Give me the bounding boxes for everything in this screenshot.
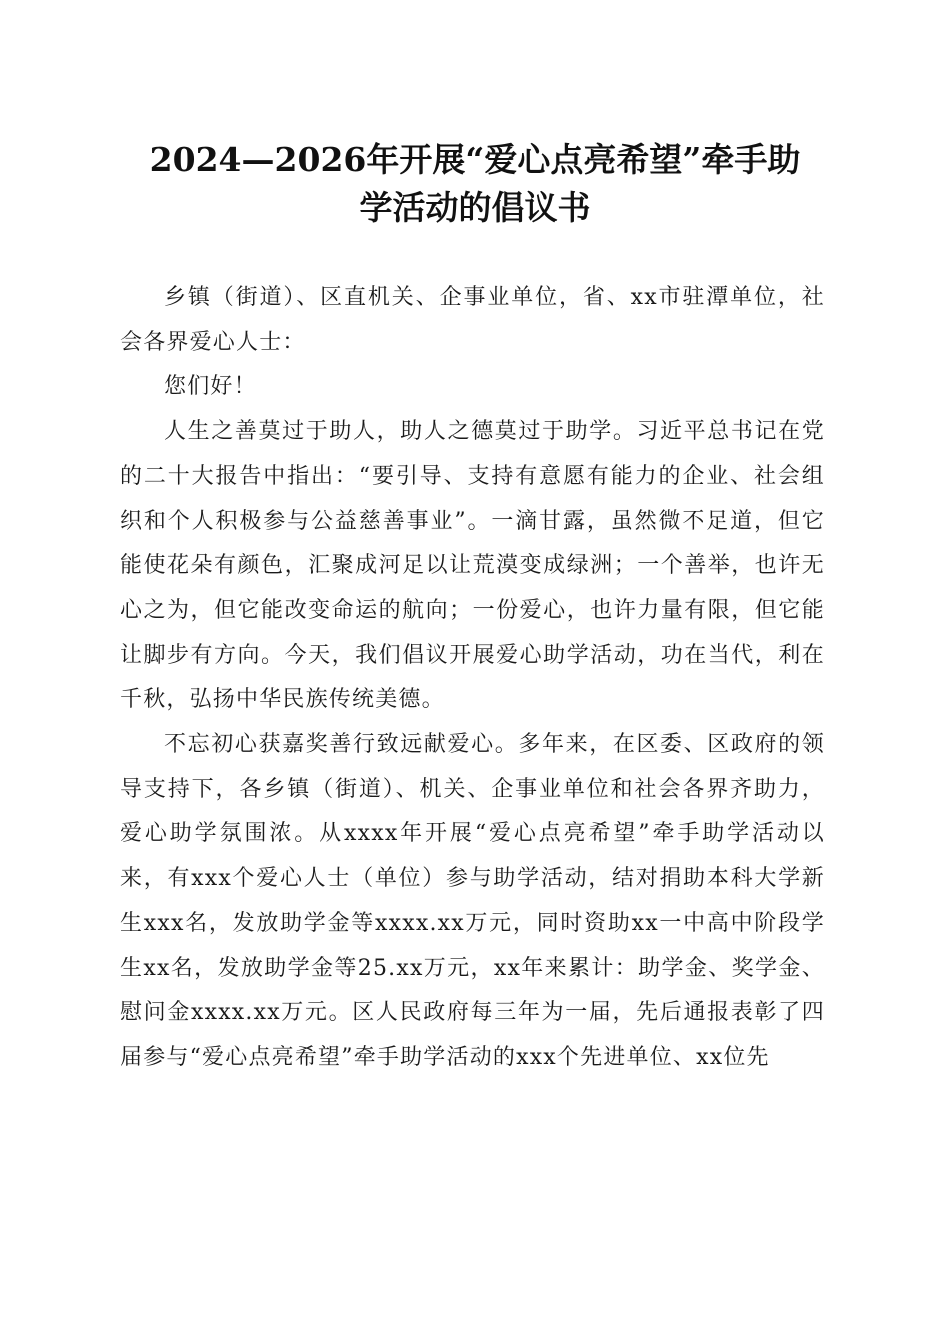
salutation-paragraph: 乡镇（街道）、区直机关、企事业单位，省、xx市驻潭单位，社会各界爱心人士：: [120, 285, 825, 355]
greeting-paragraph: 您们好！: [164, 374, 257, 400]
body-paragraph: 人生之善莫过于助人，助人之德莫过于助学。习近平总书记在党的二十大报告中指出：“要引导、支持有意愿有能力的企业、社会组织和个人积极参与公益慈善事业”。一滴甘露，虽然微不足道，但它能使花朵有颜色，汇聚成河足以让荒漠变成绿洲；一个善举，也许无心之为，但它能改变命运的航向；一份爱心，也许力量有限，但它能让脚步有方向。今天，我们倡议开展爱心助学活动，功在当代，利在千秋，弘扬中华民族传统美德。: [120, 419, 825, 713]
document-title: [100, 136, 850, 232]
body-paragraph: 不忘初心获嘉奖善行致远献爱心。多年来，在区委、区政府的领导支持下，各乡镇（街道）、机关、企事业单位和社会各界齐助力，爱心助学氛围浓。从xxxx年开展“爱心点亮希望”牵手助学活动以来，有xxx个爱心人士（单位）参与助学活动，结对捐助本科大学新生xxx名，发放助学金等xxxx.xx万元，同时资助xx一中高中阶段学生xx名，发放助学金等25.xx万元，xx年来累计：助学金、奖学金、慰问金xxxx.xx万元。区人民政府每三年为一届，先后通报表彰了四届参与“爱心点亮希望”牵手助学活动的xxx个先进单位、xx位先: [120, 732, 825, 1070]
title-line-2: 学活动的倡议书: [359, 188, 591, 227]
title-line-1: 2024—2026年开展“爱心点亮希望”牵手助: [149, 140, 801, 179]
document-body: [120, 276, 825, 1081]
